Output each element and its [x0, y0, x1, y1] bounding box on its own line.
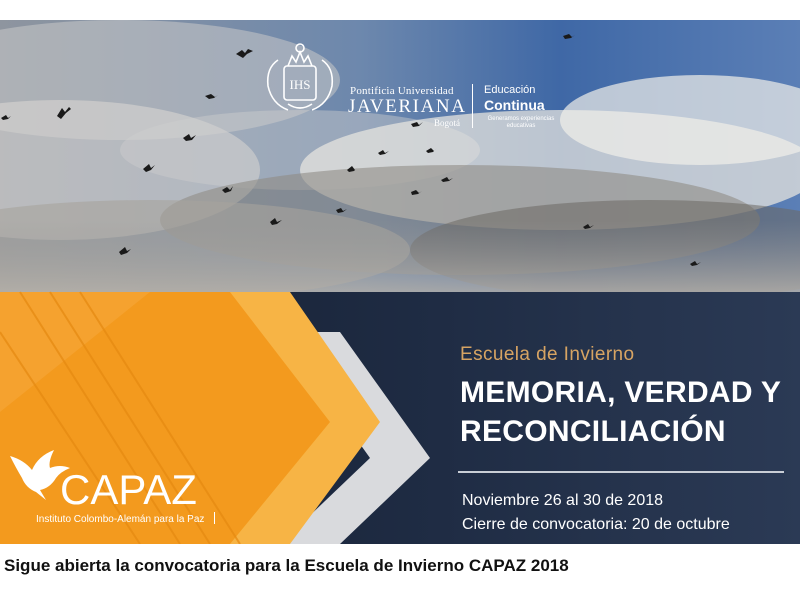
- unit-name-line2: Continua: [484, 97, 545, 113]
- banner-caption: Sigue abierta la convocatoria para la Escuela de Invierno CAPAZ 2018: [4, 556, 569, 575]
- application-deadline: Cierre de convocatoria: 20 de octubre: [462, 516, 730, 533]
- unit-tagline: Generamos experiencias educativas: [487, 116, 555, 129]
- university-city: Bogotá: [434, 118, 460, 128]
- logo-divider: [472, 84, 473, 128]
- capaz-full-name: Instituto Colombo-Alemán para la Paz: [36, 514, 205, 525]
- university-prefix: Pontificia Universidad: [350, 85, 454, 97]
- title-divider: [458, 471, 784, 473]
- seal-monogram: IHS: [289, 77, 311, 92]
- university-seal-icon: [258, 38, 342, 120]
- event-dates: Noviembre 26 al 30 de 2018: [462, 492, 664, 509]
- event-title-line2: RECONCILIACIÓN: [460, 415, 726, 448]
- capaz-name: CAPAZ: [60, 466, 197, 513]
- university-name: JAVERIANA: [348, 96, 467, 117]
- javeriana-logo: [258, 38, 558, 129]
- unit-name-line1: Educación: [484, 84, 536, 96]
- event-title: [460, 373, 781, 451]
- event-school: Escuela de Invierno: [460, 344, 635, 365]
- event-banner: [0, 20, 800, 544]
- capaz-divider: [214, 512, 215, 524]
- event-title-line1: MEMORIA, VERDAD Y: [460, 376, 782, 409]
